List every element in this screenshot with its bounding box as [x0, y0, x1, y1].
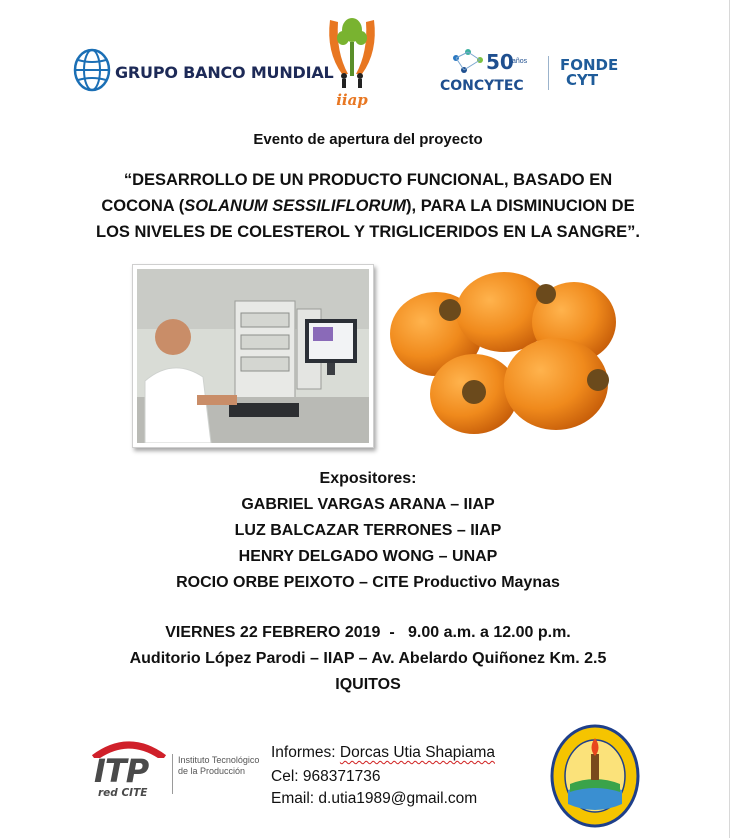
concytec-network-icon	[450, 48, 490, 78]
fondecyt-line1: FONDE	[560, 56, 619, 74]
unap-seal-icon	[550, 724, 640, 828]
title-line-2-end: ), PARA LA DISMINUCION DE	[406, 197, 635, 215]
cocona-fruits-illustration	[384, 272, 620, 442]
title-line-2-start: COCONA (	[101, 197, 185, 215]
itp-red-cite-label: red CITE	[98, 787, 148, 799]
world-bank-logo	[72, 42, 334, 98]
concytec-anniversary-suffix: años	[512, 58, 528, 65]
species-name: SOLANUM SESSILIFLORUM	[184, 197, 407, 215]
lab-photo-illustration	[137, 269, 369, 443]
concytec-label: CONCYTEC	[440, 78, 524, 94]
email-value[interactable]: d.utia1989@gmail.com	[318, 790, 478, 807]
cel-label: Cel:	[271, 768, 299, 785]
event-subtitle: Evento de apertura del proyecto	[253, 131, 483, 148]
speaker-1: GABRIEL VARGAS ARANA – IIAP	[241, 496, 495, 513]
informes-name: Dorcas Utia Shapiama	[339, 744, 495, 761]
itp-red-cite-logo	[92, 738, 262, 802]
iiap-logo	[322, 12, 382, 112]
cocona-fruits-photo	[384, 272, 620, 442]
concytec-fondecyt-logo	[440, 48, 640, 98]
event-date-time: VIERNES 22 FEBRERO 2019 - 9.00 a.m. a 12.00 p.m.	[165, 624, 571, 641]
event-venue: Auditorio López Parodi – IIAP – Av. Abelardo Quiñonez Km. 2.5	[129, 650, 607, 667]
contact-cel	[271, 765, 380, 789]
speakers-heading: Expositores:	[319, 470, 417, 487]
speaker-3: HENRY DELGADO WONG – UNAP	[238, 548, 498, 565]
unap-seal-logo	[550, 724, 640, 828]
project-title-line-3: LOS NIVELES DE COLESTEROL Y TRIGLICERIDOS EN LA SANGRE”.	[96, 223, 640, 241]
logo-divider	[548, 56, 549, 90]
contact-email	[271, 787, 477, 811]
itp-label: ITP	[94, 752, 149, 790]
iiap-hands-tree-icon	[324, 12, 380, 90]
project-title-line-1: “DESARROLLO DE UN PRODUCTO FUNCIONAL, BASADO EN	[123, 171, 613, 189]
world-bank-label: GRUPO BANCO MUNDIAL	[115, 63, 334, 82]
contact-informes	[271, 741, 495, 765]
iiap-label: iiap	[336, 91, 368, 109]
speaker-2: LUZ BALCAZAR TERRONES – IIAP	[234, 522, 502, 539]
globe-icon	[72, 42, 112, 98]
itp-divider	[172, 754, 173, 794]
concytec-anniversary: 50	[486, 50, 514, 74]
informes-label: Informes:	[271, 744, 336, 761]
itp-institute-name: Instituto Tecnológico de la Producción	[178, 755, 260, 776]
fondecyt-line2: CYT	[566, 71, 599, 89]
event-city: IQUITOS	[335, 676, 401, 693]
email-label: Email:	[271, 790, 315, 807]
speaker-4: ROCIO ORBE PEIXOTO – CITE Productivo Maynas	[176, 574, 560, 591]
project-title-line-2	[0, 193, 736, 219]
cel-value: 968371736	[302, 768, 381, 785]
researcher-lab-photo	[132, 264, 374, 448]
